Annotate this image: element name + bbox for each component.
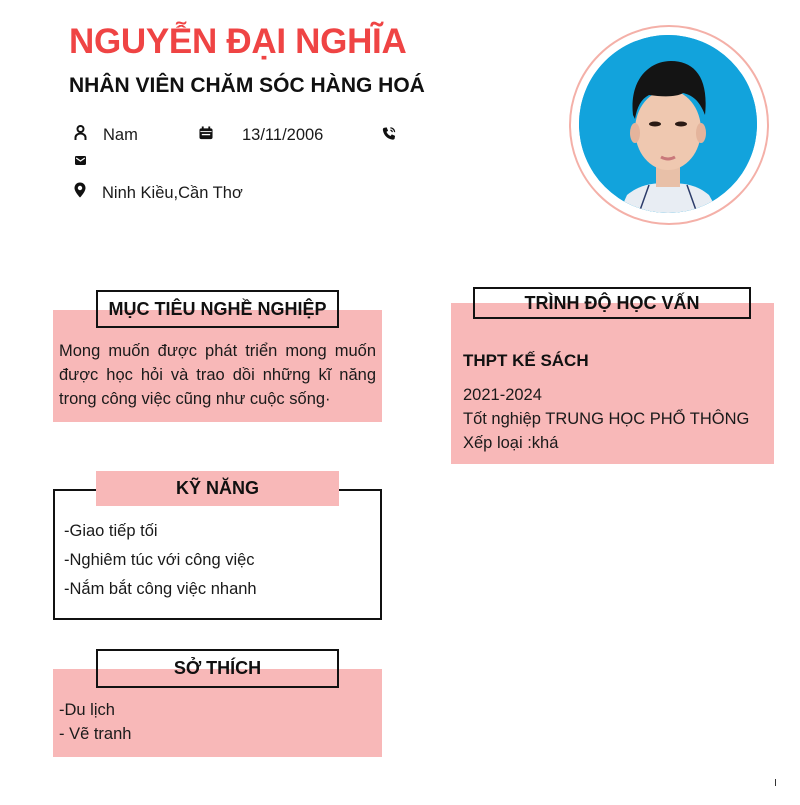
skill-item: -Nắm bắt công việc nhanh <box>64 580 257 598</box>
education-rank: Xếp loại :khá <box>463 434 559 452</box>
email-value <box>103 161 403 171</box>
hobbies-heading: SỞ THÍCH <box>96 649 339 688</box>
skills-heading: KỸ NĂNG <box>96 471 339 506</box>
location-pin-icon <box>73 182 87 198</box>
education-period: 2021-2024 <box>463 386 542 404</box>
skill-item: -Giao tiếp tối <box>64 522 158 540</box>
skill-item: -Nghiêm túc với công việc <box>64 551 255 569</box>
phone-icon <box>382 125 396 141</box>
hobby-item: -Du lịch <box>59 701 115 719</box>
career-goal-text: Mong muốn được phát triển mong muốn được học hỏi và trao dồi những kĩ năng trong công việc cũng như cuộc sống· <box>59 342 376 408</box>
job-title: NHÂN VIÊN CHĂM SÓC HÀNG HOÁ <box>69 74 425 97</box>
avatar <box>579 35 757 213</box>
education-heading: TRÌNH ĐỘ HỌC VẤN <box>473 287 751 319</box>
mail-icon <box>74 153 86 167</box>
calendar-icon <box>199 125 213 141</box>
person-icon <box>73 125 87 141</box>
education-school: THPT KẾ SÁCH <box>463 351 589 370</box>
gender-value: Nam <box>103 126 138 144</box>
education-degree: Tốt nghiệp TRUNG HỌC PHỔ THÔNG <box>463 410 750 428</box>
birthday-value: 13/11/2006 <box>242 126 324 144</box>
full-name: NGUYỄN ĐẠI NGHĨA <box>69 22 407 61</box>
address-value: Ninh Kiều,Cần Thơ <box>102 184 243 202</box>
hobby-item: - Vẽ tranh <box>59 725 132 743</box>
career-goal-heading: MỤC TIÊU NGHỀ NGHIỆP <box>96 290 339 328</box>
text-cursor <box>775 779 776 786</box>
